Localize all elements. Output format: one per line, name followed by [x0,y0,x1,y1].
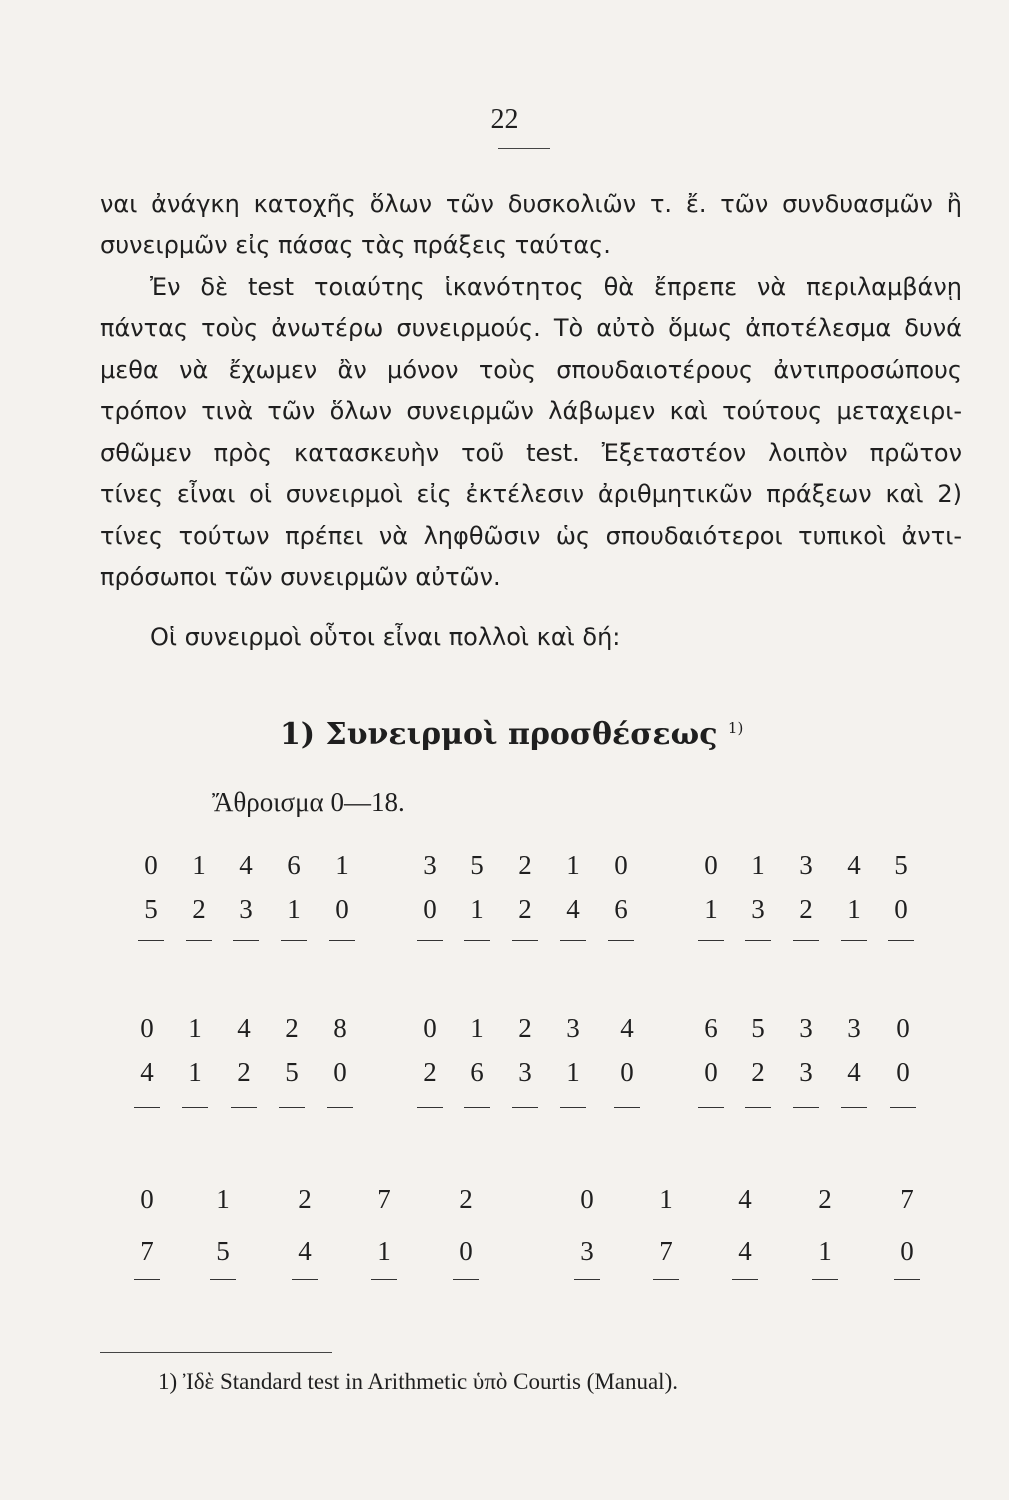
sum-line [134,1279,160,1280]
sum-line [745,1107,771,1108]
paragraph-line: πρόσωποι τῶν συνειρμῶν αὐτῶν. [100,563,501,591]
paragraph-line: τίνες εἶναι οἱ συνειρμοὶ εἰς ἐκτέλεσιν ἀριθμητικῶν πράξεων καὶ 2) [100,480,962,508]
sum-line [512,1107,538,1108]
sum-line [841,940,867,941]
addend-top: 8 [333,1013,347,1043]
paragraph-line: τρόπον τινὰ τῶν ὅλων συνειρμῶν λάβωμεν καὶ τούτους μεταχειρι- [100,397,962,425]
addend-bottom: 5 [144,894,158,924]
sum-line [894,1279,920,1280]
addend-top: 0 [423,1013,437,1043]
addend-top: 2 [518,850,532,880]
addend-top: 0 [144,850,158,880]
paragraph-line: Οἱ συνειρμοὶ οὗτοι εἶναι πολλοὶ καὶ δή: [150,623,621,651]
addend-top: 1 [335,850,349,880]
addend-bottom: 0 [620,1057,634,1087]
sum-line [327,1107,353,1108]
sum-line [182,1107,208,1108]
addend-top: 7 [900,1184,914,1214]
addend-top: 6 [704,1013,718,1043]
addend-bottom: 0 [459,1236,473,1266]
addend-top: 0 [614,850,628,880]
addend-bottom: 0 [900,1236,914,1266]
paragraph-line: ναι ἀνάγκη κατοχῆς ὅλων τῶν δυσκολιῶν τ. ἔ. τῶν συνδυασμῶν ἢ [100,190,962,218]
addend-bottom: 0 [423,894,437,924]
sum-line [417,1107,443,1108]
paragraph-line: συνειρμῶν εἰς πάσας τὰς πράξεις ταύτας. [100,231,611,259]
addend-bottom: 0 [894,894,908,924]
sum-line [888,940,914,941]
addend-top: 3 [799,850,813,880]
addend-top: 3 [423,850,437,880]
addend-bottom: 5 [216,1236,230,1266]
addend-top: 5 [894,850,908,880]
addend-top: 0 [580,1184,594,1214]
addend-bottom: 3 [239,894,253,924]
addend-top: 1 [216,1184,230,1214]
addend-top: 1 [470,1013,484,1043]
addend-bottom: 0 [704,1057,718,1087]
addend-bottom: 4 [738,1236,752,1266]
section-heading [280,717,743,752]
paragraph-line: μεθα νὰ ἔχωμεν ἂν μόνον τοὺς σπουδαιοτέρους ἀντιπροσώπους [100,356,962,384]
sum-line [210,1279,236,1280]
addend-bottom: 1 [566,1057,580,1087]
addend-bottom: 2 [518,894,532,924]
addend-bottom: 4 [847,1057,861,1087]
addend-top: 5 [470,850,484,880]
addend-top: 0 [896,1013,910,1043]
sum-line [279,1107,305,1108]
addend-top: 4 [237,1013,251,1043]
addend-top: 0 [140,1013,154,1043]
addend-bottom: 6 [614,894,628,924]
addend-bottom: 5 [285,1057,299,1087]
addend-top: 5 [751,1013,765,1043]
addend-top: 2 [298,1184,312,1214]
sum-line [292,1279,318,1280]
addend-bottom: 0 [896,1057,910,1087]
page-number: 22 [490,104,519,135]
addend-bottom: 2 [751,1057,765,1087]
addend-top: 1 [192,850,206,880]
paragraph-line: σθῶμεν πρὸς κατασκευὴν τοῦ test. Ἐξεταστέον λοιπὸν πρῶτον [100,439,962,467]
addend-bottom: 2 [192,894,206,924]
addend-bottom: 1 [704,894,718,924]
sum-line [608,940,634,941]
sum-line [732,1279,758,1280]
addend-bottom: 3 [751,894,765,924]
sum-line [512,940,538,941]
addend-bottom: 1 [377,1236,391,1266]
addend-top: 0 [140,1184,154,1214]
addend-top: 2 [818,1184,832,1214]
addend-bottom: 7 [140,1236,154,1266]
sum-range-label: Ἄθροισμα 0—18. [212,787,405,817]
addend-top: 1 [659,1184,673,1214]
addend-top: 1 [188,1013,202,1043]
addend-bottom: 2 [799,894,813,924]
addend-top: 0 [704,850,718,880]
addend-bottom: 7 [659,1236,673,1266]
addend-bottom: 6 [470,1057,484,1087]
addend-top: 4 [620,1013,634,1043]
addend-bottom: 3 [799,1057,813,1087]
footnote-marker: 1) [727,719,744,737]
sum-line [233,940,259,941]
sum-line [793,1107,819,1108]
addend-top: 2 [518,1013,532,1043]
sum-line [614,1107,640,1108]
addend-bottom: 1 [847,894,861,924]
footnote-rule [100,1352,332,1353]
sum-line [464,940,490,941]
sum-line [698,1107,724,1108]
addend-bottom: 3 [518,1057,532,1087]
sum-line [793,940,819,941]
sum-line [138,940,164,941]
sum-line [698,940,724,941]
sum-line [560,940,586,941]
page-number-rule [498,148,550,149]
addend-bottom: 1 [287,894,301,924]
sum-line [371,1279,397,1280]
sum-line [329,940,355,941]
addend-top: 3 [566,1013,580,1043]
sum-line [574,1279,600,1280]
sum-line [890,1107,916,1108]
addend-bottom: 0 [335,894,349,924]
sum-line [134,1107,160,1108]
addend-bottom: 0 [333,1057,347,1087]
sum-line [281,940,307,941]
addend-top: 2 [459,1184,473,1214]
addend-top: 4 [847,850,861,880]
sum-line [841,1107,867,1108]
addend-top: 2 [285,1013,299,1043]
addend-top: 7 [377,1184,391,1214]
addend-top: 3 [847,1013,861,1043]
sum-line [560,1107,586,1108]
sum-line [745,940,771,941]
sum-line [464,1107,490,1108]
addend-bottom: 4 [566,894,580,924]
addend-top: 4 [738,1184,752,1214]
addend-bottom: 3 [580,1236,594,1266]
addend-bottom: 2 [423,1057,437,1087]
paragraph-line: Ἐν δὲ test τοιαύτης ἱκανότητος θὰ ἔπρεπε νὰ περιλαμβάνῃ [150,273,962,301]
sum-line [812,1279,838,1280]
addend-bottom: 1 [818,1236,832,1266]
paragraph-line: πάντας τοὺς ἀνωτέρω συνειρμούς. Τὸ αὐτὸ ὅμως ἀποτέλεσμα δυνά [100,314,962,342]
addend-top: 3 [799,1013,813,1043]
addend-bottom: 2 [237,1057,251,1087]
sum-line [453,1279,479,1280]
addend-top: 1 [751,850,765,880]
sum-line [231,1107,257,1108]
addend-top: 4 [239,850,253,880]
sum-line [417,940,443,941]
addend-top: 1 [566,850,580,880]
footnote: 1) Ἰδὲ Standard test in Arithmetic ὑπὸ Courtis (Manual). [158,1369,678,1394]
section-heading-text: 1) Συνειρμοὶ προσθέσεως [280,717,718,752]
addend-bottom: 1 [470,894,484,924]
addend-bottom: 4 [298,1236,312,1266]
sum-line [186,940,212,941]
sum-line [653,1279,679,1280]
addend-bottom: 1 [188,1057,202,1087]
paragraph-line: τίνες τούτων πρέπει νὰ ληφθῶσιν ὡς σπουδαιότεροι τυπικοὶ ἀντι- [100,522,962,550]
addend-top: 6 [287,850,301,880]
addend-bottom: 4 [140,1057,154,1087]
